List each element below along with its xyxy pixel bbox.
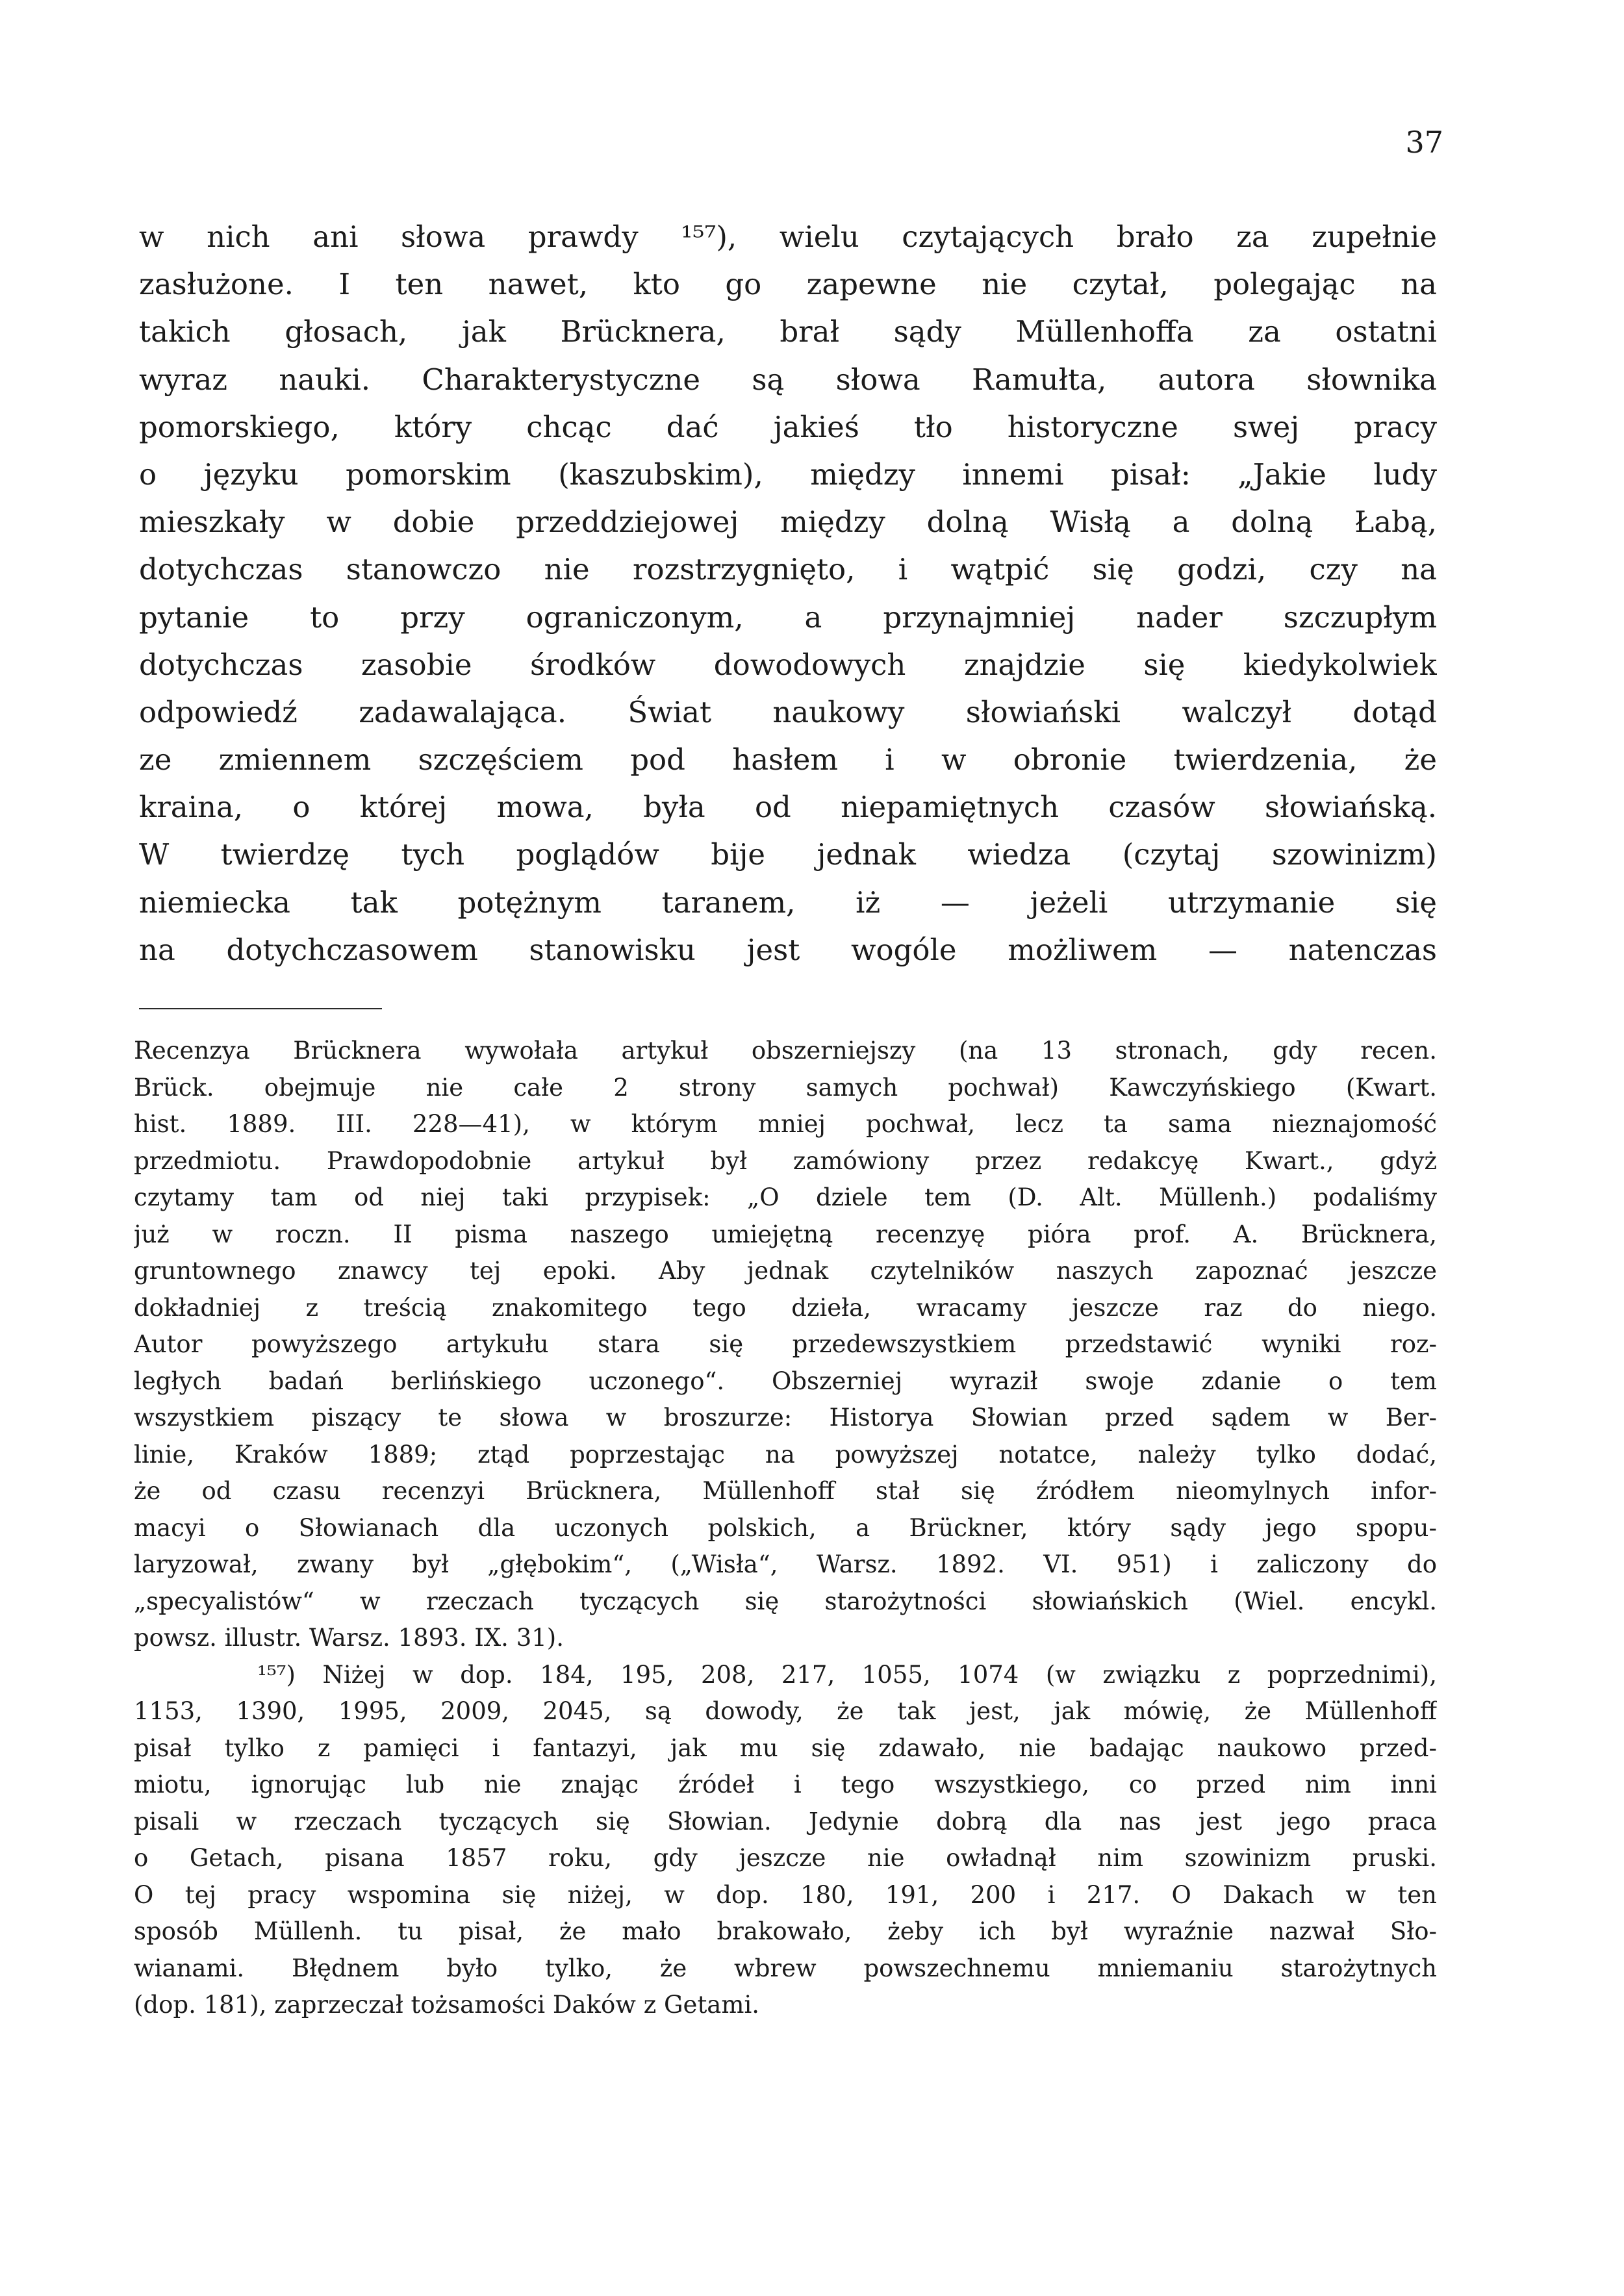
- footnote-line: 1153, 1390, 1995, 2009, 2045, są dowody, że tak jest, jak mówię, że Müllenhoff: [134, 1697, 1437, 1725]
- text-line: odpowiedź zadawalająca. Świat naukowy słowiański walczył dotąd: [139, 694, 1437, 729]
- footnote-line: (dop. 181), zaprzeczał tożsamości Daków z Getami.: [134, 1991, 760, 2019]
- footnote-line: pisali w rzeczach tyczących się Słowian. Jedynie dobrą dla nas jest jego praca: [134, 1807, 1437, 1836]
- footnote-line: miotu, ignorując lub nie znając źródeł i tego wszystkiego, co przed nim inni: [134, 1771, 1437, 1798]
- footnote-line: że od czasu recenzyi Brücknera, Müllenhoff stał się źródłem nieomylnych infor-: [134, 1477, 1437, 1505]
- footnote-line: Autor powyższego artykułu stara się przedewszystkiem przedstawić wyniki roz-: [134, 1330, 1437, 1358]
- footnote-line: czytamy tam od niej taki przypisek: „O dziele tem (D. Alt. Müllenh.) podaliśmy: [134, 1183, 1437, 1211]
- footnote-line: „specyalistów“ w rzeczach tyczących się starożytności słowiańskich (Wiel. encykl.: [134, 1587, 1437, 1615]
- footnote-line: laryzował, zwany był „głębokim“, („Wisła“, Warsz. 1892. VI. 951) i zaliczony do: [134, 1550, 1437, 1578]
- text-line: W twierdzę tych poglądów bije jednak wiedza (czytaj szowinizm): [139, 837, 1437, 872]
- footnote-line: ległych badań berlińskiego uczonego“. Obszerniej wyraził swoje zdanie o tem: [134, 1367, 1437, 1395]
- footnote-line: Recenzya Brücknera wywołała artykuł obszerniejszy (na 13 stronach, gdy recen.: [134, 1037, 1437, 1065]
- footnote-line: hist. 1889. III. 228—41), w którym mniej pochwał, lecz ta sama nieznajomość: [134, 1110, 1437, 1138]
- footnote-line: powsz. illustr. Warsz. 1893. IX. 31).: [134, 1624, 564, 1652]
- footnote-line: Brück. obejmuje nie całe 2 strony samych pochwał) Kawczyńskiego (Kwart.: [134, 1073, 1437, 1102]
- footnote-line: wianami. Błędnem było tylko, że wbrew powszechnemu mniemaniu starożytnych: [134, 1954, 1437, 1982]
- footnote-line: dokładniej z treścią znakomitego tego dzieła, wracamy jeszcze raz do niego.: [134, 1293, 1437, 1322]
- footnote-line: przedmiotu. Prawdopodobnie artykuł był zamówiony przez redakcyę Kwart., gdyż: [134, 1146, 1437, 1175]
- footnote-line: już w roczn. II pisma naszego umiejętną recenzyę pióra prof. A. Brücknera,: [134, 1220, 1437, 1248]
- text-line: ze zmiennem szczęściem pod hasłem i w obronie twierdzenia, że: [139, 742, 1437, 777]
- text-line: dotychczas zasobie środków dowodowych znajdzie się kiedykolwiek: [139, 647, 1437, 682]
- footnote-line: sposób Müllenh. tu pisał, że mało brakowało, żeby ich był wyraźnie nazwał Sło-: [134, 1917, 1437, 1945]
- footnote-line: pisał tylko z pamięci i fantazyi, jak mu się zdawało, nie badając naukowo przed-: [134, 1734, 1437, 1762]
- footnote-line: ¹⁵⁷) Niżej w dop. 184, 195, 208, 217, 1055, 1074 (w związku z poprzednimi),: [257, 1660, 1437, 1689]
- footnote-divider: [139, 1008, 382, 1009]
- footnote-line: macyi o Słowianach dla uczonych polskich, a Brückner, który sądy jego spopu-: [134, 1513, 1437, 1542]
- text-line: mieszkały w dobie przeddziejowej między dolną Wisłą a dolną Łabą,: [139, 505, 1437, 540]
- text-line: takich głosach, jak Brücknera, brał sądy Müllenhoffa za ostatni: [139, 314, 1437, 349]
- text-line: o języku pomorskim (kaszubskim), między innemi pisał: „Jakie ludy: [139, 457, 1437, 492]
- text-line: kraina, o której mowa, była od niepamiętnych czasów słowiańską.: [139, 790, 1437, 825]
- text-line: wyraz nauki. Charakterystyczne są słowa Ramułta, autora słownika: [139, 362, 1437, 397]
- text-line: na dotychczasowem stanowisku jest wogóle możliwem — natenczas: [139, 932, 1437, 967]
- text-line: dotychczas stanowczo nie rozstrzygnięto, i wątpić się godzi, czy na: [139, 552, 1437, 587]
- footnote-line: o Getach, pisana 1857 roku, gdy jeszcze nie owładnął nim szowinizm pruski.: [134, 1844, 1437, 1872]
- footnote-line: gruntownego znawcy tej epoki. Aby jednak czytelników naszych zapoznać jeszcze: [134, 1257, 1437, 1285]
- footnotes: [134, 1033, 1437, 2024]
- footnote-line: O tej pracy wspomina się niżej, w dop. 180, 191, 200 i 217. O Dakach w ten: [134, 1880, 1437, 1909]
- text-line: zasłużone. I ten nawet, kto go zapewne nie czytał, polegając na: [139, 267, 1437, 302]
- text-line: niemiecka tak potężnym taranem, iż — jeżeli utrzymanie się: [139, 885, 1437, 920]
- footnote-line: linie, Kraków 1889; ztąd poprzestając na powyższej notatce, należy tylko dodać,: [134, 1440, 1437, 1469]
- footnote-line: wszystkiem piszący te słowa w broszurze: Historya Słowian przed sądem w Ber-: [134, 1404, 1437, 1432]
- page-number: 37: [1405, 125, 1443, 160]
- text-line: pytanie to przy ograniczonym, a przynajmniej nader szczupłym: [139, 599, 1437, 635]
- text-line: pomorskiego, który chcąc dać jakieś tło historyczne swej pracy: [139, 409, 1437, 444]
- main-text: [139, 213, 1437, 974]
- text-line: w nich ani słowa prawdy ¹⁵⁷), wielu czytających brało za zupełnie: [139, 220, 1437, 254]
